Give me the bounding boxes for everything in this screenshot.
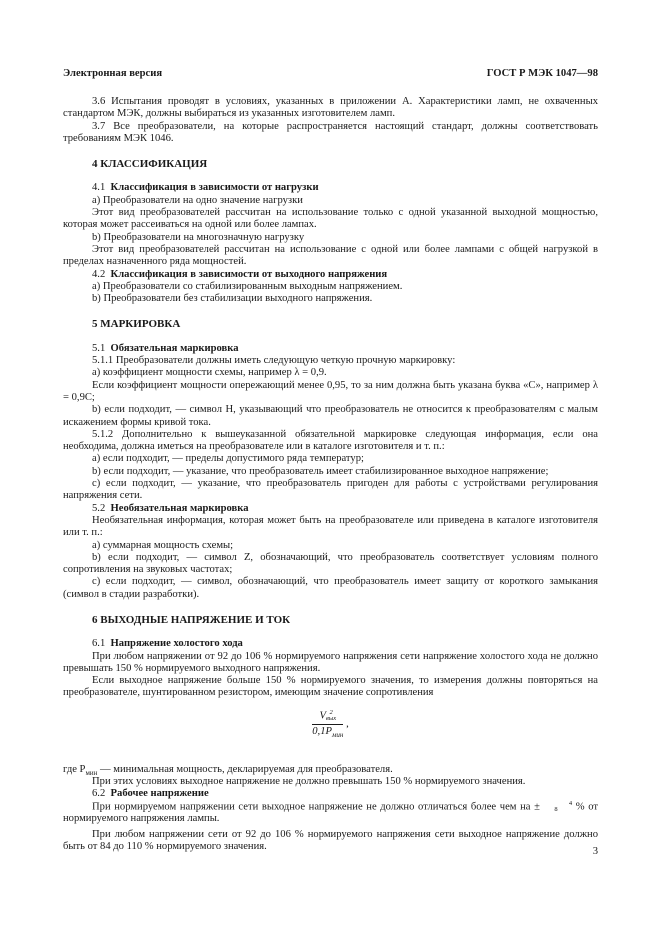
paragraph-4-1-b-text: Этот вид преобразователей рассчитан на использование с одной или более лампами с общей нагрузкой в пределах назначенного ряда мощностей. — [63, 243, 598, 268]
subsection-6-1-number: 6.1 — [92, 638, 106, 650]
paragraph-3-6: 3.6 Испытания проводят в условиях, указанных в приложении А. Характеристики ламп, не охваченных стандартом МЭК, должны выбираться из указанных изготовителем ламп. — [63, 96, 598, 120]
subsection-5-1-heading — [63, 343, 598, 355]
subsection-6-1-title: Напряжение холостого хода — [110, 638, 243, 650]
paragraph-6-2-1: При нормируемом напряжении сети выходное напряжение не должно отличаться более чем на ± 4 8 % от нормируемого напряжения лампы. — [63, 799, 598, 825]
subsection-4-2-heading — [63, 269, 598, 281]
list-item-5-1-2-b: b) если подходит, — указание, что преобразователь имеет стабилизированное выходное напряжение; — [92, 465, 549, 477]
subsection-6-2-title: Рабочее напряжение — [110, 788, 209, 800]
page-number: 3 — [592, 846, 598, 857]
list-item-5-2-c: с) если подходит, — символ, обозначающий, что преобразователь имеет защиту от короткого замыкания (символ в стадии разработки). — [63, 576, 598, 600]
list-item-5-1-2-c: с) если подходит, — указание, что преобразователь пригоден для работы с устройствами регулирования напряжения сети. — [63, 478, 598, 502]
subsection-5-2-heading — [63, 503, 598, 515]
list-item-5-2-b: b) если подходит, — символ Z, обозначающий, что преобразователь соответствует условиям полного сопротивления на звуковых частотах; — [63, 551, 598, 576]
list-item-4-2-b: b) Преобразователи без стабилизации выходного напряжения. — [92, 293, 373, 305]
paragraph-5-1-1-a-text: Если коэффициент мощности опережающий менее 0,95, то за ним должна быть указана буква «С», например λ = 0,9С; — [63, 379, 598, 403]
list-item-5-1-1-b: b) если подходит, — символ Н, указывающий что преобразователь не относится к преобразователям с малым искажением формы кривой тока. — [63, 404, 598, 428]
list-item-5-2-a: а) суммарная мощность схемы; — [92, 539, 234, 551]
subsection-5-1-title: Обязательная маркировка — [110, 342, 239, 354]
subsection-4-2-title: Классификация в зависимости от выходного напряжения — [110, 268, 388, 280]
formula-denominator: $0,1P_{мин}$ — [312, 725, 344, 739]
paragraph-4-1-a-text: Этот вид преобразователей рассчитан на использование только с одной указанной выходной мощностью, которая может рассеиваться на одной или более лампах. — [63, 207, 598, 231]
tolerance-fraction: 4 8 — [554, 799, 573, 813]
subsection-5-2-number: 5.2 — [92, 502, 106, 514]
list-item-4-2-a: а) Преобразователи со стабилизированным выходным напряжением. — [92, 280, 403, 292]
list-item-4-1-b: b) Преобразователи на многозначную нагрузку — [92, 231, 305, 243]
subsection-6-2-number: 6.2 — [92, 788, 106, 800]
section-5-title: 5 МАРКИРОВКА — [92, 318, 181, 331]
paragraph-6-1-2: Если выходное напряжение больше 150 % нормируемого значения, то измерения должны повторяться на преобразователе, шунтированном резистором, имеющим значение сопротивления — [63, 675, 598, 699]
subsection-4-1-title: Классификация в зависимости от нагрузки — [110, 182, 319, 194]
header-standard-code: ГОСТ Р МЭК 1047—98 — [486, 68, 598, 79]
paragraph-5-2: Необязательная информация, которая может быть на преобразователе или приведена в каталоге изготовителя или т. п.: — [63, 514, 598, 539]
subsection-6-1-heading — [63, 638, 598, 650]
subsection-4-1-heading — [63, 182, 598, 194]
paragraph-5-1-1: 5.1.1 Преобразователи должны иметь следующую четкую прочную маркировку: — [92, 355, 456, 367]
list-item-5-1-1-a: а) коэффициент мощности схемы, например λ = 0,9. — [92, 367, 327, 379]
paragraph-6-1-3: При этих условиях выходное напряжение не должно превышать 150 % нормируемого значения. — [92, 776, 526, 788]
list-item-4-1-a: а) Преобразователи на одно значение нагрузки — [92, 194, 303, 206]
paragraph-6-1-1: При любом напряжении от 92 до 106 % нормируемого напряжения сети напряжение холостого хода не должно превышать 150 % нормируемого выходного напряжения. — [63, 650, 598, 674]
formula-comma: , — [346, 718, 349, 730]
subsection-6-2-heading — [63, 788, 598, 800]
list-item-5-1-2-a: а) если подходит, — пределы допустимого ряда температур; — [92, 453, 364, 465]
subsection-5-2-title: Необязательная маркировка — [110, 502, 249, 514]
formula-where-clause: где $P_{мин}$ — минимальная мощность, декларируемая для преобразователя. — [63, 763, 393, 777]
page-header — [63, 68, 598, 82]
subsection-5-1-number: 5.1 — [92, 342, 106, 354]
paragraph-6-2-2: При любом напряжении сети от 92 до 106 % нормируемого напряжения сети выходное напряжение должно быть от 84 до 110 % нормируемого значения. — [63, 828, 598, 852]
formula-fraction — [312, 710, 343, 738]
document-body — [63, 96, 598, 853]
paragraph-3-7: 3.7 Все преобразователи, на которые распространяется настоящий стандарт, должны соответствовать требованиям МЭК 1046. — [63, 120, 598, 144]
resistance-formula — [63, 710, 598, 754]
header-left-label: Электронная версия — [63, 68, 163, 79]
subsection-4-1-number: 4.1 — [92, 182, 106, 194]
paragraph-5-1-2: 5.1.2 Дополнительно к вышеуказанной обязательной маркировке следующая информация, если она необходима, должна иметься на преобразователе или в каталоге изготовителя и т. п.: — [63, 428, 598, 453]
formula-numerator: V 2 вых — [312, 710, 343, 725]
subsection-4-2-number: 4.2 — [92, 268, 106, 280]
section-4-title: 4 КЛАССИФИКАЦИЯ — [92, 158, 208, 171]
section-6-title: 6 ВЫХОДНЫЕ НАПРЯЖЕНИЕ И ТОК — [92, 613, 291, 626]
